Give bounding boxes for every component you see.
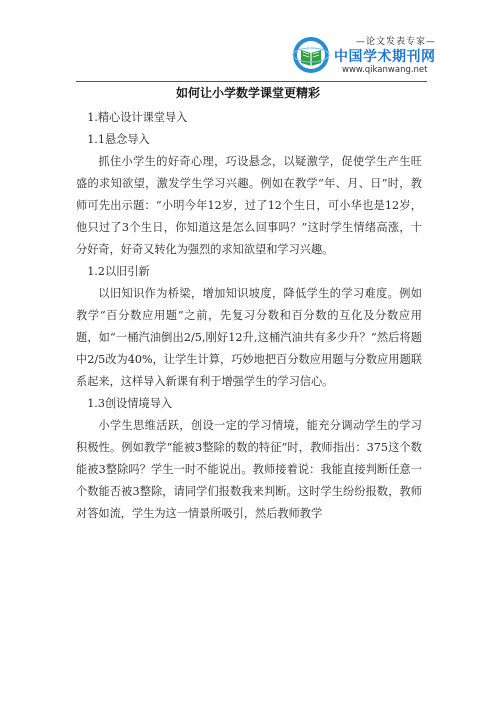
logo-url: www.qikanwang.net (342, 65, 428, 75)
logo-tagline: —论文发表专家— (355, 37, 436, 47)
subsection-heading: 1.1悬念导入 (87, 133, 150, 146)
site-logo (292, 34, 452, 80)
document-body (76, 107, 422, 525)
header-divider (76, 81, 427, 82)
body-paragraph: 以旧知识作为桥梁，增加知识坡度，降低学生的学习难度。例如教学“百分数应用题”之前，先复习分数和百分数的互化及分数应用题，如“一桶汽油倒出2/5,刚好12升,这桶汽油共有多少升？”然后将题中2/5改为40%，让学生计算，巧妙地把百分数应用题与分数应用题联系起来，这样导入新课有利于增强学生的学习信心。 (76, 287, 422, 388)
subsection-heading: 1.2以旧引新 (87, 265, 150, 278)
body-paragraph: 小学生思维活跃，创设一定的学习情境，能充分调动学生的学习积极性。例如教学“能被3整除的数的特征”时，教师指出：375这个数能被3整除吗？学生一时不能说出。教师接着说：我能直接判断任意一个数能否被3整除，请同学们报数我来判断。这时学生纷纷报数，教师对答如流，学生为这一情景所吸引，然后教师教学 (76, 419, 422, 520)
logo-name: 中国学术期刊网 (334, 49, 436, 65)
section-heading: 1.精心设计课堂导入 (87, 111, 188, 124)
document-title: 如何让小学数学课堂更精彩 (175, 86, 320, 100)
subsection-heading: 1.3创设情境导入 (87, 397, 173, 410)
book-globe-icon (292, 36, 330, 74)
body-paragraph: 抓住小学生的好奇心理，巧设悬念，以疑激学，促使学生产生旺盛的求知欲望，激发学生学习兴趣。例如在教学“年、月、日”时，教师可先出示题：“小明今年12岁，过了12个生日，可小华也是12岁，他只过了3个生日，你知道这是怎么回事吗？”这时学生情绪高涨，十分好奇，好奇又转化为强烈的求知欲望和学习兴趣。 (76, 155, 422, 256)
